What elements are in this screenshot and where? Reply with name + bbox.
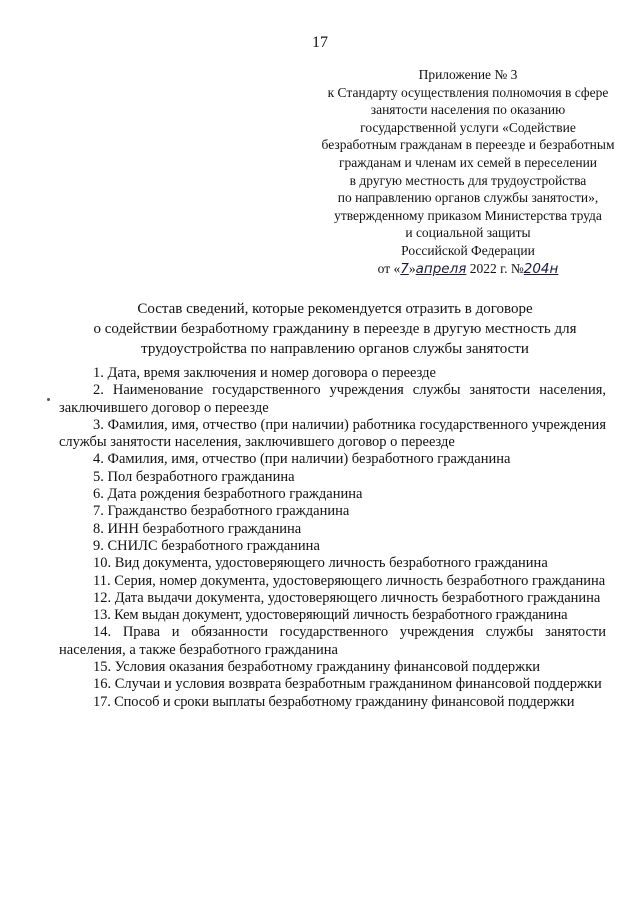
order-date-line <box>318 260 618 279</box>
list-item: 12. Дата выдачи документа, удостоверяющего личность безработного гражданина <box>93 589 601 606</box>
items-list <box>59 365 606 711</box>
appendix-line: к Стандарту осуществления полномочия в сфере <box>327 84 609 100</box>
list-item: 8. ИНН безработного гражданина <box>93 520 302 537</box>
list-item: 1. Дата, время заключения и номер договора о переезде <box>93 365 436 381</box>
list-item: 14. Права и обязанности государственного учреждения службы занятости населения, а также безработного гражданина <box>59 624 606 658</box>
list-item: 13. Кем выдан документ, удостоверяющий личность безработного гражданина <box>93 607 568 624</box>
appendix-line: Российской Федерации <box>401 242 535 258</box>
document-title <box>60 299 610 359</box>
list-item: 16. Случаи и условия возврата безработным гражданином финансовой поддержки <box>93 676 602 693</box>
appendix-line: утвержденному приказом Министерства труда <box>334 207 602 223</box>
list-item: 5. Пол безработного гражданина <box>93 468 295 485</box>
order-month-handwritten: апреля <box>415 260 467 277</box>
list-item: 9. СНИЛС безработного гражданина <box>93 537 320 554</box>
list-item: 17. Способ и сроки выплаты безработному гражданину финансовой поддержки <box>93 693 575 710</box>
appendix-line: в другую местность для трудоустройства <box>349 172 587 188</box>
list-item: 10. Вид документа, удостоверяющего личность безработного гражданина <box>93 555 548 572</box>
scan-speck <box>47 398 50 401</box>
appendix-line: занятости населения по оказанию <box>370 102 566 118</box>
title-line: о содействии безработному гражданину в переезде в другую местность для <box>93 321 577 337</box>
order-date-prefix: от « <box>377 260 401 276</box>
order-day-handwritten: 7 <box>400 260 409 277</box>
appendix-line: государственной услуги «Содействие <box>360 119 576 135</box>
appendix-title: Приложение № 3 <box>418 67 518 82</box>
appendix-line: гражданам и членам их семей в переселении <box>338 154 598 170</box>
order-number-handwritten: 204н <box>523 260 559 277</box>
list-item: 2. Наименование государственного учреждения службы занятости населения, заключившего договор о переезде <box>59 382 606 416</box>
order-year: 2022 г. № <box>466 260 524 276</box>
list-item: 7. Гражданство безработного гражданина <box>93 503 350 520</box>
appendix-header <box>318 66 618 278</box>
appendix-line: безработным гражданам в переезде и безработным <box>321 137 615 153</box>
list-item: 11. Серия, номер документа, удостоверяющего личность безработного гражданина <box>93 572 606 589</box>
list-item: 3. Фамилия, имя, отчество (при наличии) работника государственного учреждения службы занятости населения, заключившего договор о переезде <box>59 416 606 451</box>
title-line: трудоустройства по направлению органов службы занятости <box>141 341 529 357</box>
order-date-quote: » <box>408 260 416 276</box>
list-item: 15. Условия оказания безработному гражданину финансовой поддержки <box>93 659 541 676</box>
appendix-line: и социальной защиты <box>405 225 531 241</box>
page-number: 17 <box>312 34 328 51</box>
list-item: 4. Фамилия, имя, отчество (при наличии) безработного гражданина <box>93 451 511 468</box>
title-line: Состав сведений, которые рекомендуется отразить в договоре <box>137 301 533 317</box>
appendix-line: по направлению органов службы занятости», <box>337 190 599 206</box>
list-item: 6. Дата рождения безработного гражданина <box>93 486 363 503</box>
